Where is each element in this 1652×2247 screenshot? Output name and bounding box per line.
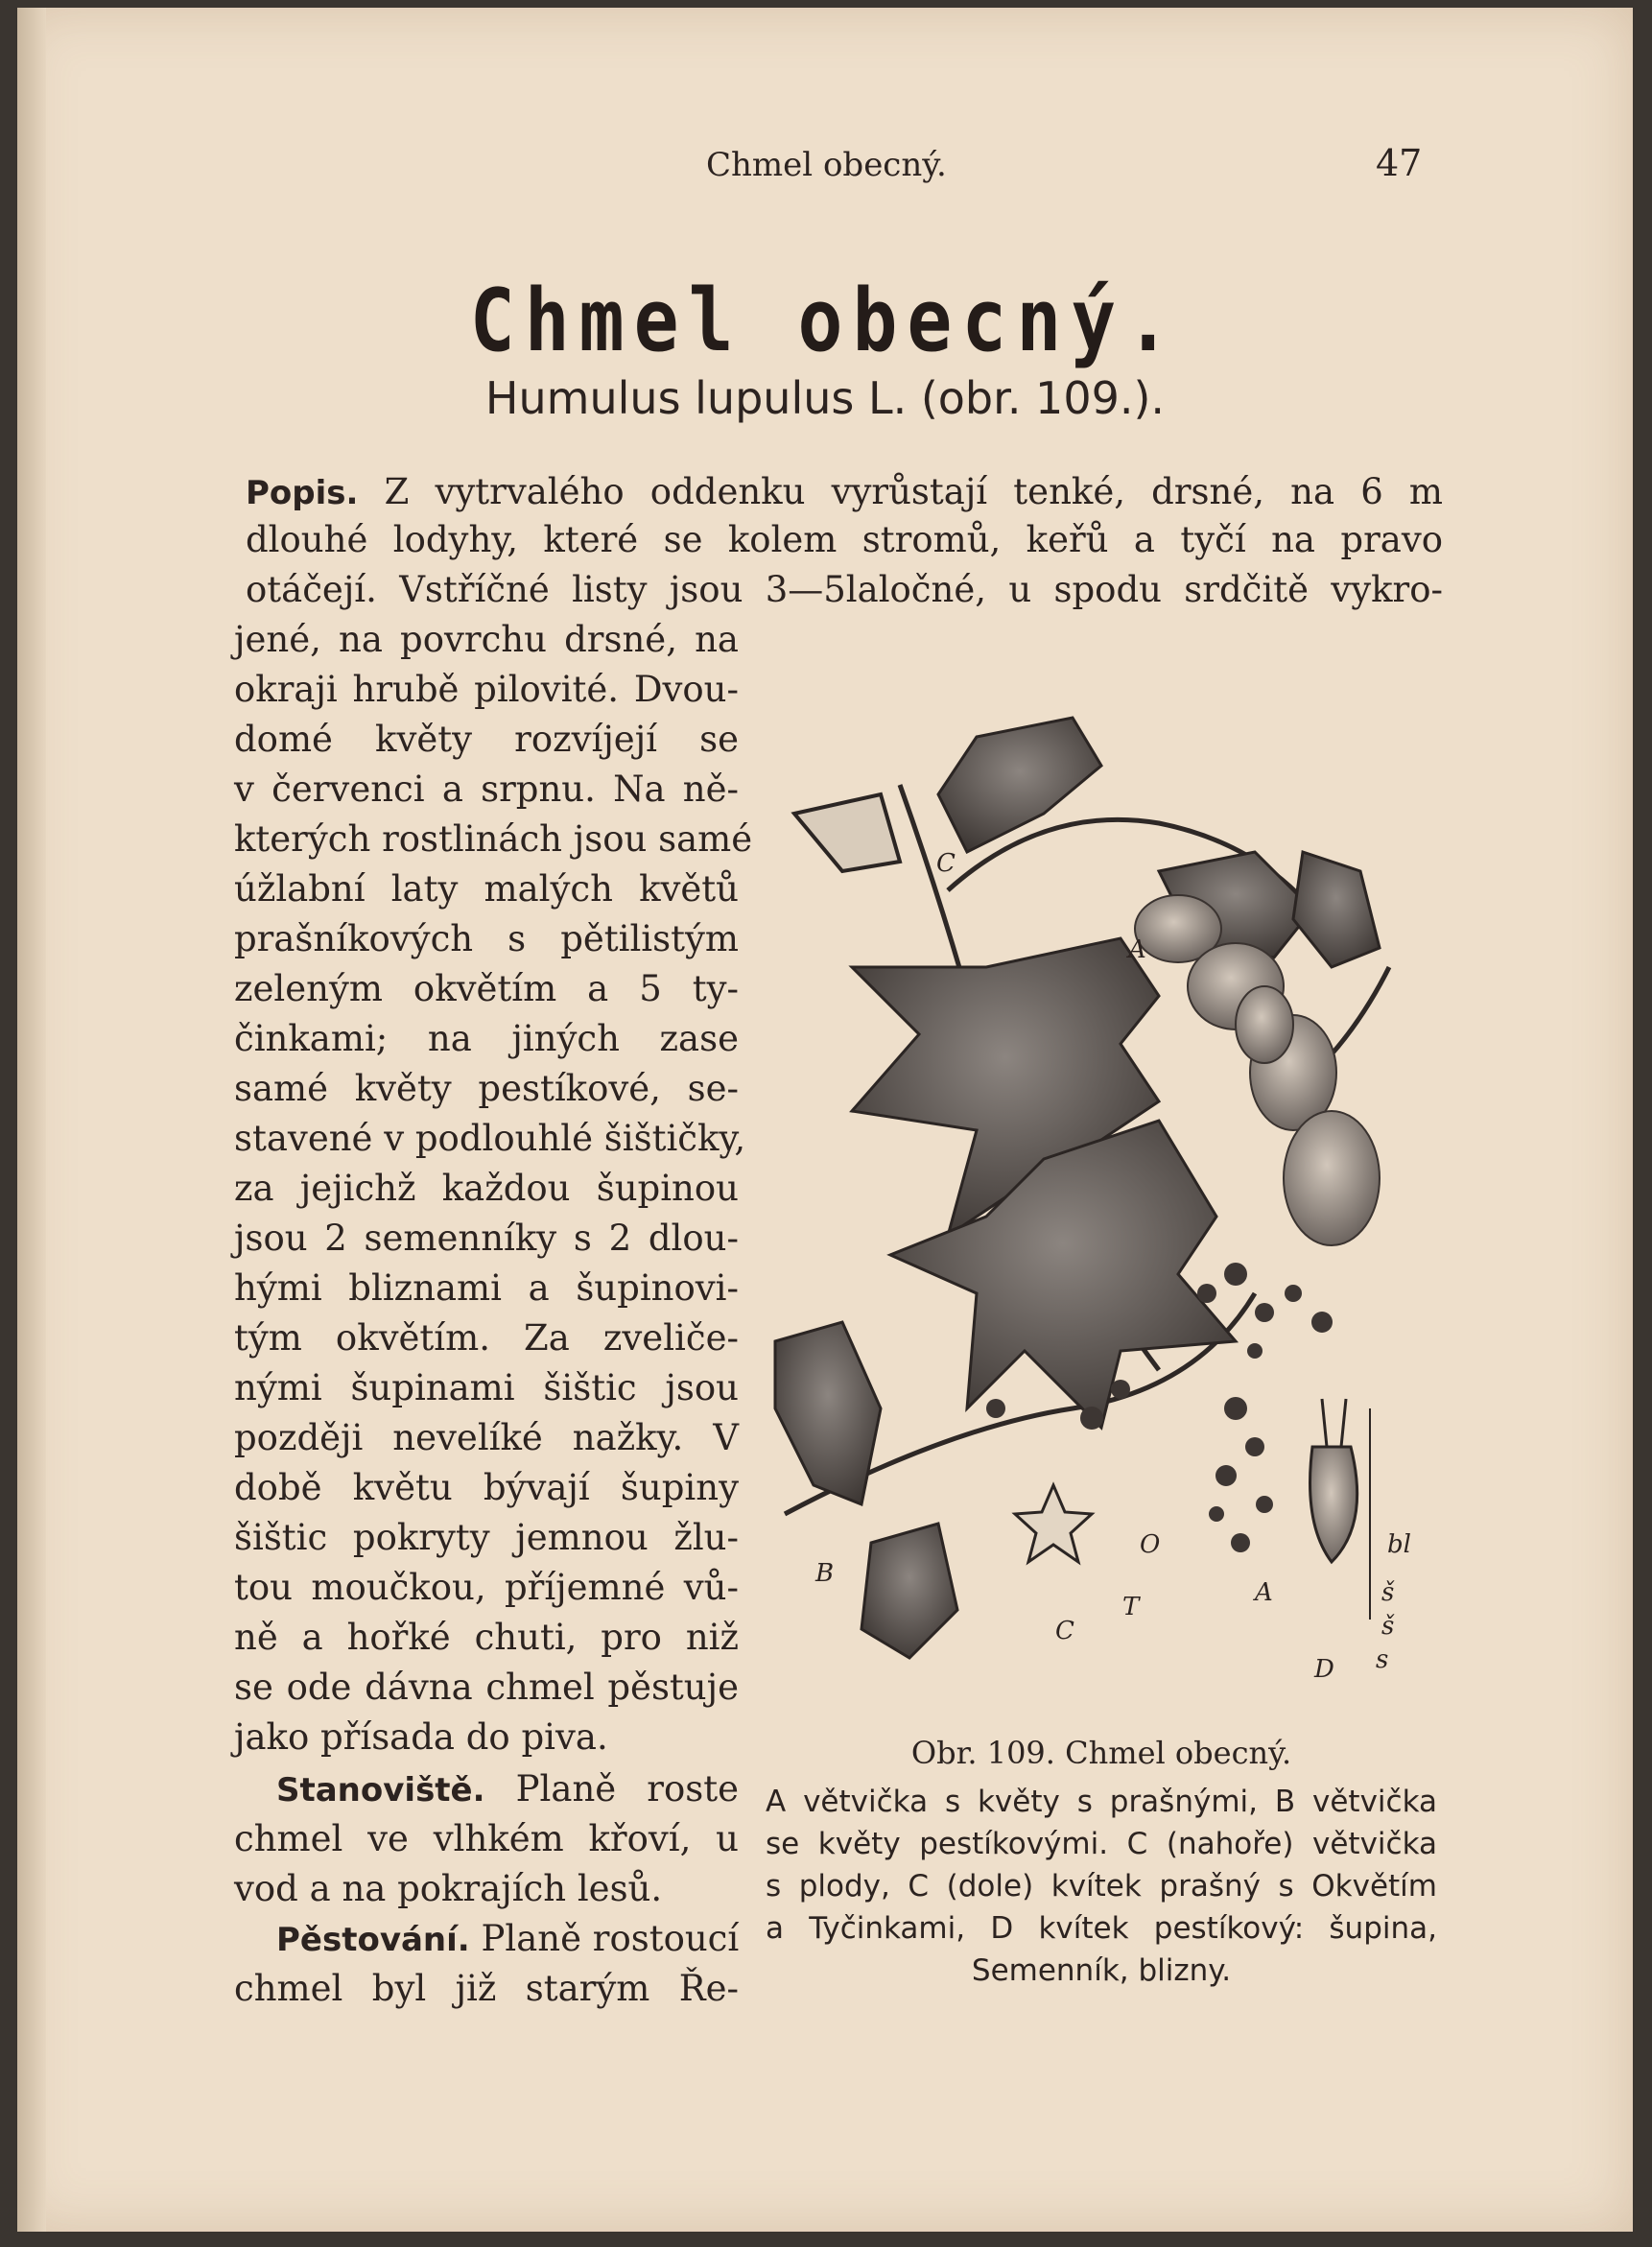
figure-label-o: O (1140, 1530, 1161, 1559)
text-line: okraji hrubě pilovité. Dvou- (234, 669, 739, 710)
figure-label-bl: bl (1387, 1530, 1411, 1559)
text-line: za jejichž každou šupinou (234, 1168, 739, 1209)
page-title: Chmel obecný. (469, 272, 1181, 371)
text-line: otáčejí. Vstříčné listy jsou 3—5laločné, u spodu srdčitě vykro- (246, 569, 1443, 610)
text-line (276, 1768, 739, 1809)
text-line: době květu bývají šupiny (234, 1467, 739, 1508)
figure-label-t: T (1122, 1593, 1140, 1621)
figure-label-s2: š (1381, 1612, 1395, 1641)
figure-label-c-top: C (936, 849, 956, 878)
pistil-flower (1310, 1399, 1371, 1620)
star-flower (1015, 1485, 1092, 1562)
text-line: prašníkových s pětilistým (234, 918, 739, 959)
text-line: zeleným okvětím a 5 ty- (234, 968, 739, 1009)
text-line-content: Z vytrvalého oddenku vyrůstají tenké, drsné, na 6 m (384, 471, 1443, 512)
section-heading-popis: Popis. (246, 474, 359, 512)
text-line: samé květy pestíkové, se- (234, 1068, 739, 1109)
text-line: tou moučkou, příjemné vů- (234, 1567, 739, 1608)
text-line-content: Planě roste (515, 1768, 739, 1809)
text-line (246, 471, 1443, 512)
figure-label-d: D (1314, 1655, 1334, 1684)
figure-caption-line: a Tyčinkami, D kvítek pestíkový: šupina, (766, 1911, 1437, 1946)
text-line: stavené v podlouhlé šištičky, (234, 1118, 746, 1159)
text-line: domé květy rozvíjejí se (234, 719, 739, 760)
text-line: kterých rostlinách jsou samé (234, 818, 753, 860)
hop-plant-illustration (756, 679, 1447, 1696)
figure-caption-line: A větvička s květy s prašnými, B větvička (766, 1785, 1437, 1819)
text-line (276, 1918, 740, 1959)
page-number: 47 (1376, 142, 1423, 184)
section-heading-pestovani: Pěstování. (276, 1921, 470, 1959)
text-line: chmel ve vlhkém křoví, u (234, 1818, 739, 1859)
text-line: jsou 2 semenníky s 2 dlou- (234, 1218, 739, 1259)
figure-label-a-upper: A (1128, 935, 1146, 964)
figure-label-b: B (815, 1559, 835, 1588)
text-line: chmel byl již starým Ře- (234, 1968, 739, 2009)
text-line: v červenci a srpnu. Na ně- (234, 769, 739, 810)
text-line: dlouhé lodyhy, které se kolem stromů, keřů a tyčí na pravo (246, 519, 1443, 560)
text-line: hými bliznami a šupinovi- (234, 1267, 739, 1309)
text-line: tým okvětím. Za zveliče- (234, 1317, 739, 1359)
running-head: Chmel obecný. (706, 146, 947, 184)
text-line: úžlabní laty malých květů (234, 868, 739, 910)
section-heading-stanoviste: Stanoviště. (276, 1771, 485, 1809)
figure-label-s3: s (1376, 1645, 1389, 1674)
text-line: činkami; na jiných zase (234, 1018, 739, 1059)
figure-label-c-bottom: C (1055, 1617, 1074, 1645)
book-page (17, 8, 1633, 2232)
page-subtitle: Humulus lupulus L. (obr. 109.). (484, 372, 1166, 424)
text-line: později nevelíké nažky. V (234, 1417, 739, 1458)
figure-label-s1: š (1381, 1578, 1395, 1607)
text-line: jako přísada do piva. (234, 1716, 608, 1758)
figure-caption-title: Obr. 109. Chmel obecný. (910, 1735, 1292, 1771)
figure-label-a-lower: A (1255, 1578, 1273, 1607)
figure-caption-line: Semenník, blizny. (971, 1953, 1232, 1988)
text-line: šištic pokryty jemnou žlu- (234, 1517, 739, 1558)
text-line: vod a na pokrajích lesů. (234, 1868, 663, 1909)
text-line-content: Planě rostoucí (481, 1918, 740, 1959)
text-line: jené, na povrchu drsné, na (234, 619, 739, 660)
figure-caption-line: s plody, C (dole) kvítek prašný s Okvětím (766, 1869, 1437, 1904)
text-line: ně a hořké chuti, pro niž (234, 1617, 739, 1658)
figure-caption-line: se květy pestíkovými. C (nahoře) větvička (766, 1827, 1437, 1861)
text-line: se ode dávna chmel pěstuje (234, 1667, 739, 1708)
text-line: nými šupinami šištic jsou (234, 1367, 739, 1408)
